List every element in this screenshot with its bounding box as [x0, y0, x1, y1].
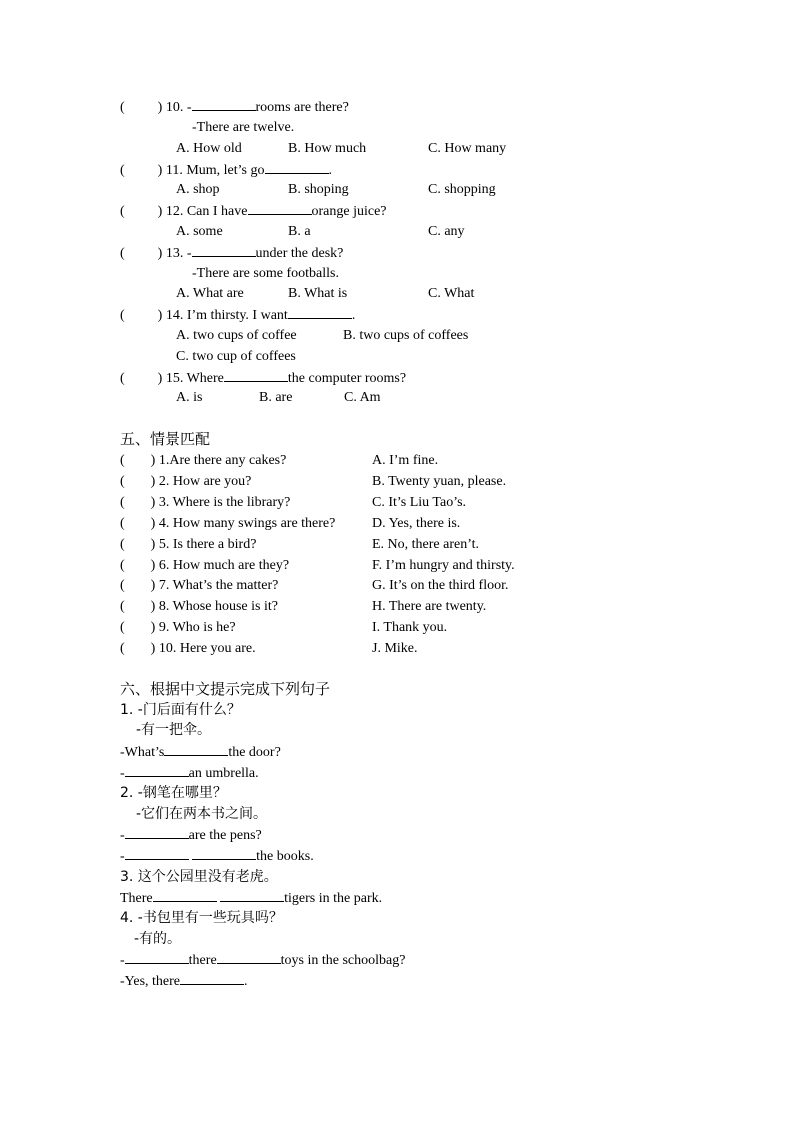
- prompt-chinese: -有一把伞。: [136, 722, 212, 738]
- matching-answer: J. Mike.: [372, 641, 418, 657]
- fill-blank[interactable]: [125, 951, 189, 964]
- fill-blank[interactable]: [125, 764, 189, 777]
- question-13: ( ) 13. - under the desk?: [120, 246, 344, 261]
- matching-row: ( ) 5. Is there a bird?: [120, 536, 257, 552]
- matching-row: ( ) 9. Who is he?: [120, 620, 236, 636]
- matching-question: 4. How many swings are there?: [158, 515, 336, 531]
- answer-paren: (: [120, 578, 125, 594]
- sentence-line: - are the pens?: [120, 828, 262, 843]
- option-b[interactable]: B. are: [259, 390, 293, 405]
- option-b[interactable]: B. What is: [288, 286, 348, 301]
- matching-answer: H. There are twenty.: [372, 599, 487, 615]
- question-14: ( ) 14. I’m thirsty. I want .: [120, 308, 356, 323]
- option-a[interactable]: A. What are: [176, 286, 244, 301]
- prompt-chinese: 4. -书包里有一些玩具吗？: [120, 910, 283, 926]
- dialogue-answer: -There are twelve.: [192, 120, 295, 135]
- prompt-chinese: 3. 这个公园里没有老虎。: [120, 869, 278, 885]
- fill-blank[interactable]: [265, 161, 329, 174]
- sentence-line: - the books.: [120, 849, 314, 864]
- answer-paren: (: [120, 453, 125, 468]
- matching-question: 10. Here you are.: [158, 641, 256, 657]
- answer-paren: (: [120, 557, 125, 573]
- sentence-line: There tigers in the park.: [120, 891, 383, 906]
- matching-row: ( ) 4. How many swings are there?: [120, 515, 336, 531]
- question-15: ( ) 15. Where the computer rooms?: [120, 371, 407, 386]
- dialogue-answer: -There are some footballs.: [192, 266, 339, 281]
- question-12: ( ) 12. Can I have orange juice?: [120, 204, 387, 219]
- matching-row: ( ) 3. Where is the library?: [120, 494, 291, 510]
- fill-blank[interactable]: [192, 98, 256, 111]
- option-c[interactable]: C. any: [428, 224, 465, 239]
- prompt-chinese: 1. -门后面有什么？: [120, 702, 241, 718]
- fill-blank[interactable]: [125, 826, 189, 839]
- fill-blank[interactable]: [217, 951, 281, 964]
- option-b[interactable]: B. a: [288, 224, 311, 239]
- option-a[interactable]: A. two cups of coffee: [176, 328, 297, 343]
- matching-row: ( ) 8. Whose house is it?: [120, 599, 278, 615]
- option-a[interactable]: A. shop: [176, 182, 220, 197]
- section-title-complete: 六、根据中文提示完成下列句子: [120, 680, 331, 698]
- fill-blank[interactable]: [153, 889, 217, 902]
- answer-paren: (: [120, 599, 125, 615]
- fill-blank[interactable]: [125, 847, 189, 860]
- answer-paren: (: [120, 641, 125, 657]
- question-11: ( ) 11. Mum, let’s go .: [120, 163, 332, 178]
- answer-paren: (: [120, 515, 125, 531]
- option-c[interactable]: C. two cup of coffees: [176, 349, 296, 364]
- option-c[interactable]: C. What: [428, 286, 475, 301]
- option-b[interactable]: B. two cups of coffees: [343, 328, 469, 343]
- sentence-line: - there toys in the schoolbag?: [120, 953, 406, 968]
- prompt-chinese: -有的。: [134, 931, 182, 947]
- fill-blank[interactable]: [288, 306, 352, 319]
- matching-row: ( ) 2. How are you?: [120, 473, 252, 489]
- matching-question: 8. Whose house is it?: [158, 599, 278, 615]
- question-10: ( ) 10. - rooms are there?: [120, 100, 349, 115]
- option-c[interactable]: C. How many: [428, 141, 507, 156]
- matching-row: ( ) 7. What’s the matter?: [120, 578, 279, 594]
- option-a[interactable]: A. is: [176, 390, 203, 405]
- prompt-chinese: 2. -钢笔在哪里？: [120, 785, 227, 801]
- matching-question: 3. Where is the library?: [158, 494, 291, 510]
- answer-paren: (: [120, 536, 125, 552]
- fill-blank[interactable]: [192, 847, 256, 860]
- option-c[interactable]: C. Am: [344, 390, 381, 405]
- sentence-line: -Yes, there .: [120, 974, 248, 989]
- fill-blank[interactable]: [224, 369, 288, 382]
- matching-row: ( ) 1.Are there any cakes?: [120, 453, 287, 468]
- sentence-line: - an umbrella.: [120, 766, 259, 781]
- matching-row: ( ) 6. How much are they?: [120, 557, 290, 573]
- option-b[interactable]: B. shoping: [288, 182, 349, 197]
- matching-question: 9. Who is he?: [158, 620, 236, 636]
- answer-paren: (: [120, 494, 125, 510]
- answer-paren: (: [120, 100, 125, 115]
- matching-question: 5. Is there a bird?: [158, 536, 257, 552]
- option-b[interactable]: B. How much: [288, 141, 367, 156]
- matching-question: 1.Are there any cakes?: [158, 453, 287, 468]
- matching-row: ( ) 10. Here you are.: [120, 641, 256, 657]
- matching-answer: D. Yes, there is.: [372, 515, 461, 531]
- matching-answer: A. I’m fine.: [372, 453, 439, 468]
- option-a[interactable]: A. some: [176, 224, 223, 239]
- question-number: 10.: [165, 100, 184, 115]
- matching-question: 6. How much are they?: [158, 557, 290, 573]
- option-a[interactable]: A. How old: [176, 141, 242, 156]
- matching-answer: I. Thank you.: [372, 620, 448, 636]
- fill-blank[interactable]: [192, 244, 256, 257]
- fill-blank[interactable]: [248, 202, 312, 215]
- fill-blank[interactable]: [180, 972, 244, 985]
- fill-blank[interactable]: [164, 743, 228, 756]
- matching-answer: B. Twenty yuan, please.: [372, 473, 507, 489]
- matching-question: 7. What’s the matter?: [158, 578, 279, 594]
- matching-answer: E. No, there aren’t.: [372, 536, 480, 552]
- matching-answer: G. It’s on the third floor.: [372, 578, 509, 594]
- section-title-matching: 五、情景匹配: [120, 430, 211, 448]
- fill-blank[interactable]: [220, 889, 284, 902]
- matching-question: 2. How are you?: [158, 473, 252, 489]
- answer-paren: (: [120, 620, 125, 636]
- prompt-chinese: -它们在两本书之间。: [136, 806, 268, 822]
- sentence-line: -What’s the door?: [120, 745, 281, 760]
- matching-answer: C. It’s Liu Tao’s.: [372, 494, 467, 510]
- option-c[interactable]: C. shopping: [428, 182, 496, 197]
- matching-answer: F. I’m hungry and thirsty.: [372, 557, 515, 573]
- answer-paren: (: [120, 473, 125, 489]
